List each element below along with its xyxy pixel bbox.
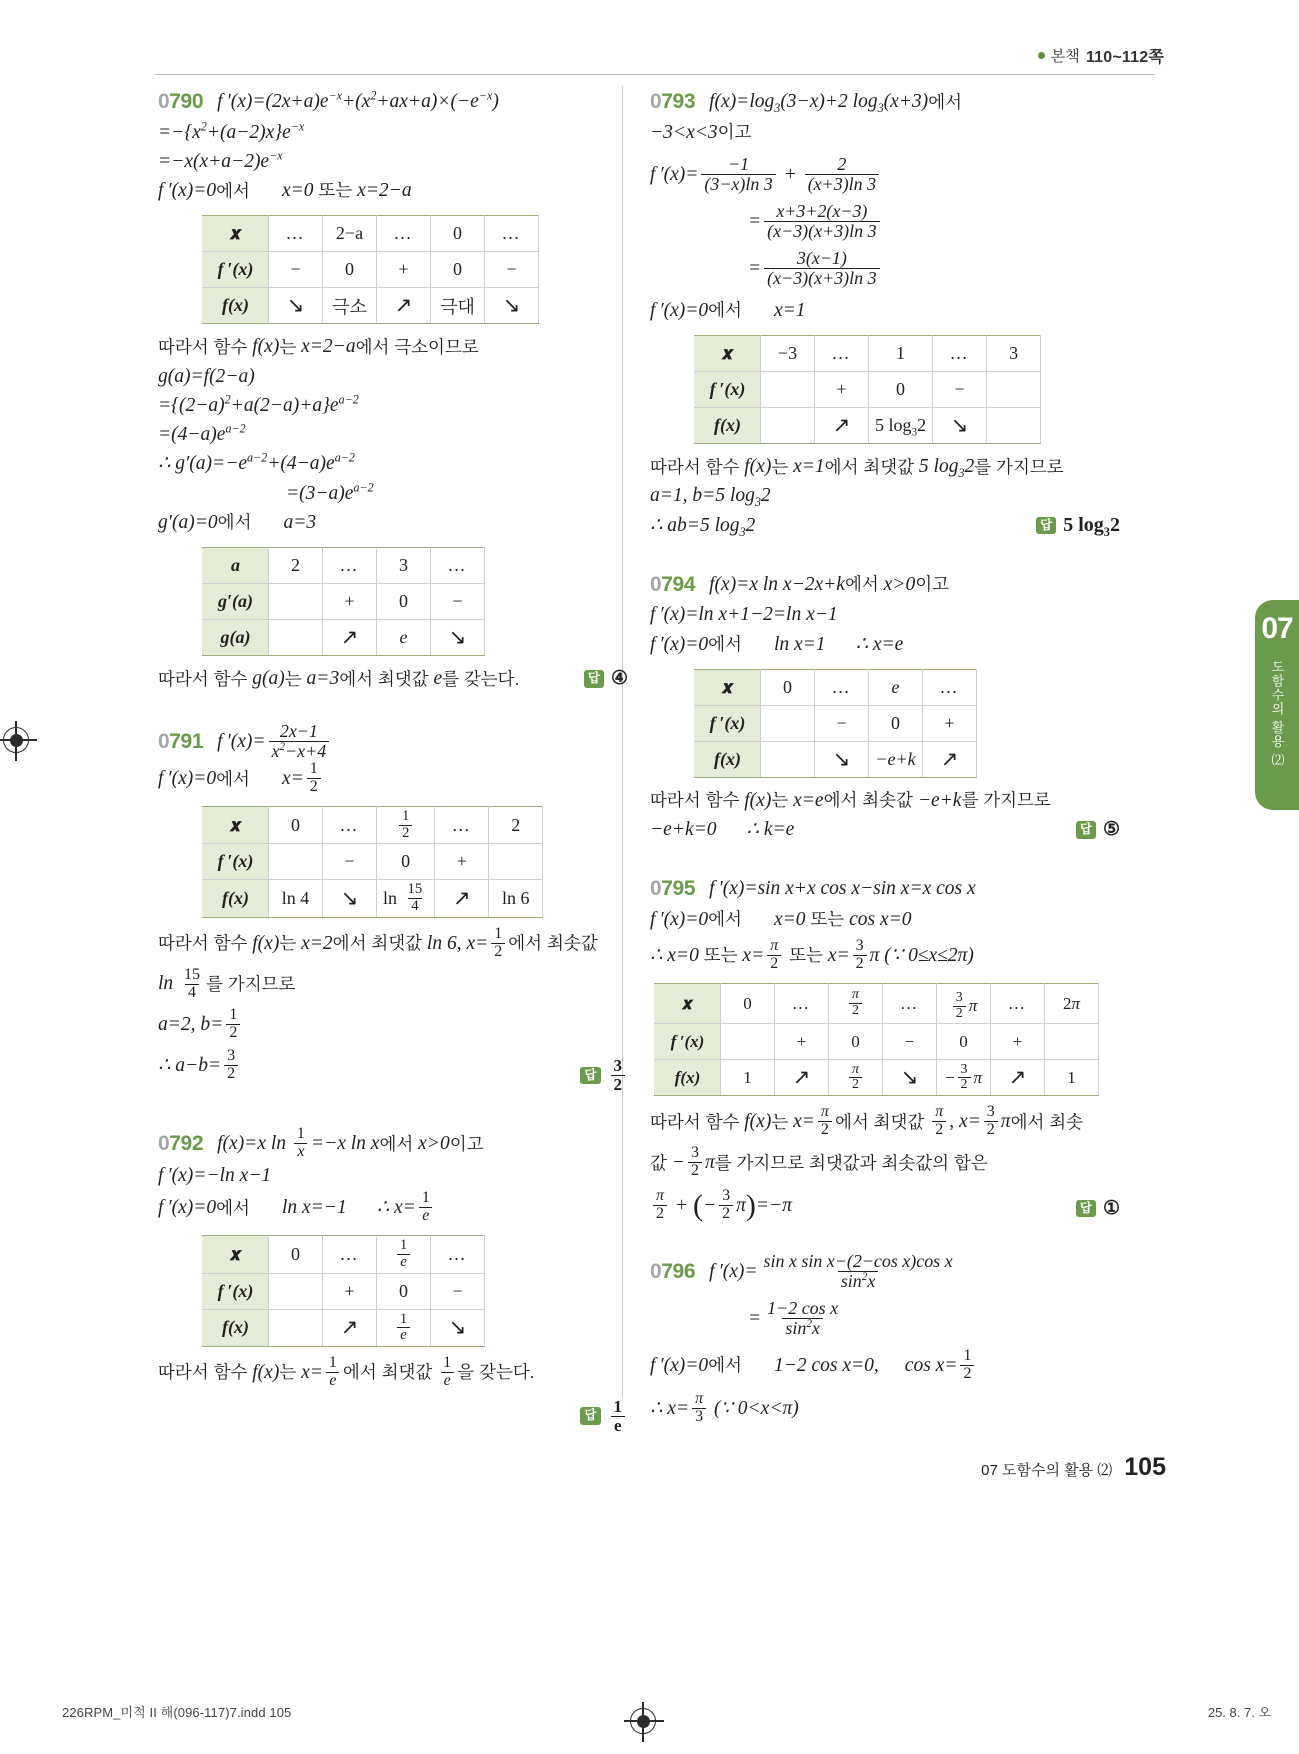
right-column [650,86,1120,1430]
table-row: f(x) ln 4 ↘ ln $\frac{15}{4}$ ↗ ln 6 [203,880,543,917]
variation-table-0795 [654,983,1099,1097]
solution-0791: 0791 f ′(x)= $\frac{2x-1}{x^2-x+4}$ f ′(x)=0 에서 x= $\frac{1}{2}$ 𝒙 0 … $\frac{1}{2}$ … 2 f ′(x) − 0 + f(x) ln 4 ↘ ln $\frac{15}{4}$ ↗ ln 6 따라서 함수 f(x) 는 x=2 에서 최댓값 ln 6, x= $\frac{1}{2}$ 에서 최솟값 ln $\frac{15}{4}$ 를 가지므로 a=2, b= $\frac{1}{2}$ ∴ a−b= $\frac{3}{2}$ 답 $\frac{3}{2}$ [158,722,628,1094]
table-row: f(x) ↘ 극소 ↗ 극대 ↘ [203,288,539,324]
solution-0795: 0795 f ′(x)=sin x+x cos x−sin x=x cos x f ′(x)=0 에서 x=0 또는 cos x=0 ∴ x=0 또는 x= $\frac{\pi}{2}$ 또는 x= $\frac{3}{2}$ π (∵ 0≤x≤2π) 𝒙 0 … $\frac{\pi}{2}$ … $\frac{3}{2}$ π … 2π f ′(x) + 0 − 0 + f(x) 1 ↗ $\frac{\pi}{2}$ ↘ − $\frac{3}{2}$ π ↗ 1 따라서 함수 f(x) 는 x= $\frac{\pi}{2}$ 에서 최댓값 $\frac{\pi}{2}$ , x= $\frac{3}{2}$ π 에서 최솟 값 − $\frac{3}{2}$ π 를 가지므로 최댓값과 최솟값의 합은 $\frac{\pi}{2}$ + ( − $\frac{3}{2}$ π ) =−π 답 ① [650,873,1120,1220]
answer-denominator: 2 [611,1075,626,1094]
footer-page-number: 105 [1124,1453,1166,1481]
footer-print-date: 25. 8. 7. 오 [1207,1705,1271,1720]
answer-denominator: e [611,1416,625,1435]
answer-value: ① [1102,1198,1120,1220]
table-row: f ′(x) + 0 − 0 + [655,1024,1099,1060]
header-reference [1038,44,1164,67]
table-row: 𝒙 −3 … 1 … 3 [695,336,1041,372]
answer-badge: 답 [1076,1200,1096,1218]
solution-0793: 0793 $f(x)=\log_3(3-x)+2$ $\log_3(x+3)$ 에서 −3<x<3 이고 f ′(x)= $\frac{-1}{(3-x)\ln 3}$ + $\frac{2}{(x+3)\ln 3}$ = $\frac{x+3+2(x-3)}{(x-3)(x+3)\ln 3}$ = $\frac{3(x-1)}{(x-3)(x+3)\ln 3}$ f ′(x)=0 에서 x=1 𝒙 −3 … 1 … 3 f ′(x) + 0 − f(x) ↗ 5 $\log_32$ ↘ 따라서 함수 f(x) 는 x=1 에서 최댓값 5 $\log_32$ 를 가지므로 a=1, b=5 $\log_32$ ∴ ab=5 $\log_32$ 답 5 $\log_32$ [650,86,1120,537]
solution-0794: 0794 f(x)=x ln x−2x+k 에서 x>0 이고 f ′(x)=ln x+1−2=ln x−1 f ′(x)=0 에서 ln x=1 ∴ x=e 𝒙 0 … e … f ′(x) − 0 + f(x) ↘ −e+k ↗ 따라서 함수 f(x) 는 x=e 에서 최솟값 −e+k 를 가지므로 −e+k=0 ∴ k=e 답 ⑤ [650,569,1120,842]
problem-number: 0790 [158,90,204,113]
problem-number: 0792 [158,1131,204,1155]
chapter-side-tab [1255,600,1299,810]
answer-badge: 답 [580,1407,600,1425]
solution-0796: 0796 f ′(x)= $\frac{\text{sin x sin x−(2−cos x)cos x}}{\sin^2x}$ = $\frac{\text{1−2 cos x}}{\sin^2x}$ f ′(x)=0 에서 1−2 cos x=0, cos x= $\frac{1}{2}$ ∴ x= $\frac{\pi}{3}$ (∵ 0<x<π) [650,1252,1120,1426]
table-row: f ′(x) + 0 − [203,1273,485,1309]
answer-badge: 답 [1076,821,1096,839]
answer-badge: 답 [584,670,604,688]
table-row: g(a) ↗ e ↘ [203,620,485,656]
header-pages: 110~112쪽 [1085,49,1164,66]
table-row: f(x) 1 ↗ $\frac{\pi}{2}$ ↘ − $\frac{3}{2}$ π ↗ 1 [655,1060,1099,1096]
answer-badge: 답 [1036,517,1056,535]
table-row: f(x) ↗ $\frac{1}{e}$ ↘ [203,1309,485,1346]
header-label: 본책 [1050,48,1080,65]
left-column [158,86,628,1439]
problem-number: 0794 [650,572,696,596]
solution-0792: 0792 f(x)=x ln $\frac{1}{x}$ =−x ln x 에서 x>0 이고 f ′(x)=−ln x−1 f ′(x)=0 에서 ln x=−1 ∴ x= $\frac{1}{e}$ 𝒙 0 … $\frac{1}{e}$ … f ′(x) + 0 − f(x) ↗ $\frac{1}{e}$ ↘ 따라서 함수 f(x) 는 x= $\frac{1}{e}$ 에서 최댓값 $\frac{1}{e}$ 을 갖는다. 답 $\frac{1}{e}$ [158,1126,628,1434]
variation-table-0794 [694,669,977,778]
answer-numerator: 3 [613,1056,622,1076]
variation-table-0790 [202,215,539,324]
table-row: 𝒙 0 … e … [695,669,977,705]
answer-value: ⑤ [1102,819,1120,841]
answer-0792 [158,1398,628,1435]
table-row: 𝒙 0 … $\frac{1}{2}$ … 2 [203,807,543,844]
variation-table-0792 [202,1235,485,1347]
table-row: g′(a) + 0 − [203,584,485,620]
table-row: 𝒙 … 2−a … 0 … [203,216,539,252]
solution-0790: 0790 f $'(x)=(2x+a)e^{-x}+(x^2+ax+a)\times(-e^{-x})$ $=-\{x^2+(a-2)x\}e^{-x}$ $=-x(x+a-2)e^{-x}$ f ′(x)=0 에서 x=0 또는 x=2−a 𝒙 … 2−a … 0 … f ′(x) − 0 + 0 − f(x) ↘ 극소 ↗ 극대 ↘ 따라서 함수 f(x) 는 x=2−a 에서 극소이므로 g(a)=f(2−a) $=\{(2-a)^2+a(2-a)+a\}e^{a-2}$ $=(4-a)e^{a-2}$ ∴ $g'(a)=-e^{a-2}+(4-a)e^{a-2}$ $=(3-a)e^{a-2}$ g′(a)=0 에서 a=3 a 2 … 3 … g′(a) + 0 − g(a) ↗ e ↘ 따라서 함수 g(a) 는 a=3 에서 최댓값 e 를 갖는다. 답 ④ [158,86,628,690]
table-row: 𝒙 0 … $\frac{1}{e}$ … [203,1236,485,1273]
table-row: 𝒙 0 … $\frac{\pi}{2}$ … $\frac{3}{2}$ π … 2π [655,983,1099,1024]
chapter-number: 07 [1261,612,1293,645]
answer-value: ④ [610,668,628,690]
variation-table-0791 [202,806,543,918]
table-row: f ′(x) − 0 + [695,705,977,741]
variation-table-0793 [694,335,1041,444]
table-row: f ′(x) + 0 − [695,372,1041,408]
registration-mark-icon [630,1708,656,1734]
footer-file-info: 226RPM_미적 II 해(096-117)7.indd 105 [62,1705,292,1720]
problem-number: 0791 [158,730,204,753]
registration-mark-icon [3,727,29,753]
problem-number: 0796 [650,1259,696,1283]
table-row: f ′(x) − 0 + 0 − [203,252,539,288]
footer-chapter-label: 07 도함수의 활용 ⑵ [981,1462,1113,1479]
problem-number: 0793 [650,90,696,113]
header-divider [155,74,1155,75]
footer-chapter [981,1453,1166,1482]
table-row: f ′(x) − 0 + [203,844,543,880]
answer-value: 5 $\log_32$ [1063,513,1120,539]
chapter-name: 도함수의 활용 ⑵ [1269,660,1285,768]
answer-0794 [650,818,1120,841]
answer-numerator: 1 [613,1396,622,1416]
problem-number: 0795 [650,877,696,901]
answer-badge: 답 [580,1067,600,1085]
table-row: f(x) ↘ −e+k ↗ [695,741,977,777]
variation-table-0790b [202,547,485,656]
table-row: a 2 … 3 … [203,548,485,584]
table-row: f(x) ↗ 5 $\log_32$ ↘ [695,408,1041,444]
bullet-dot-icon [1038,52,1045,59]
